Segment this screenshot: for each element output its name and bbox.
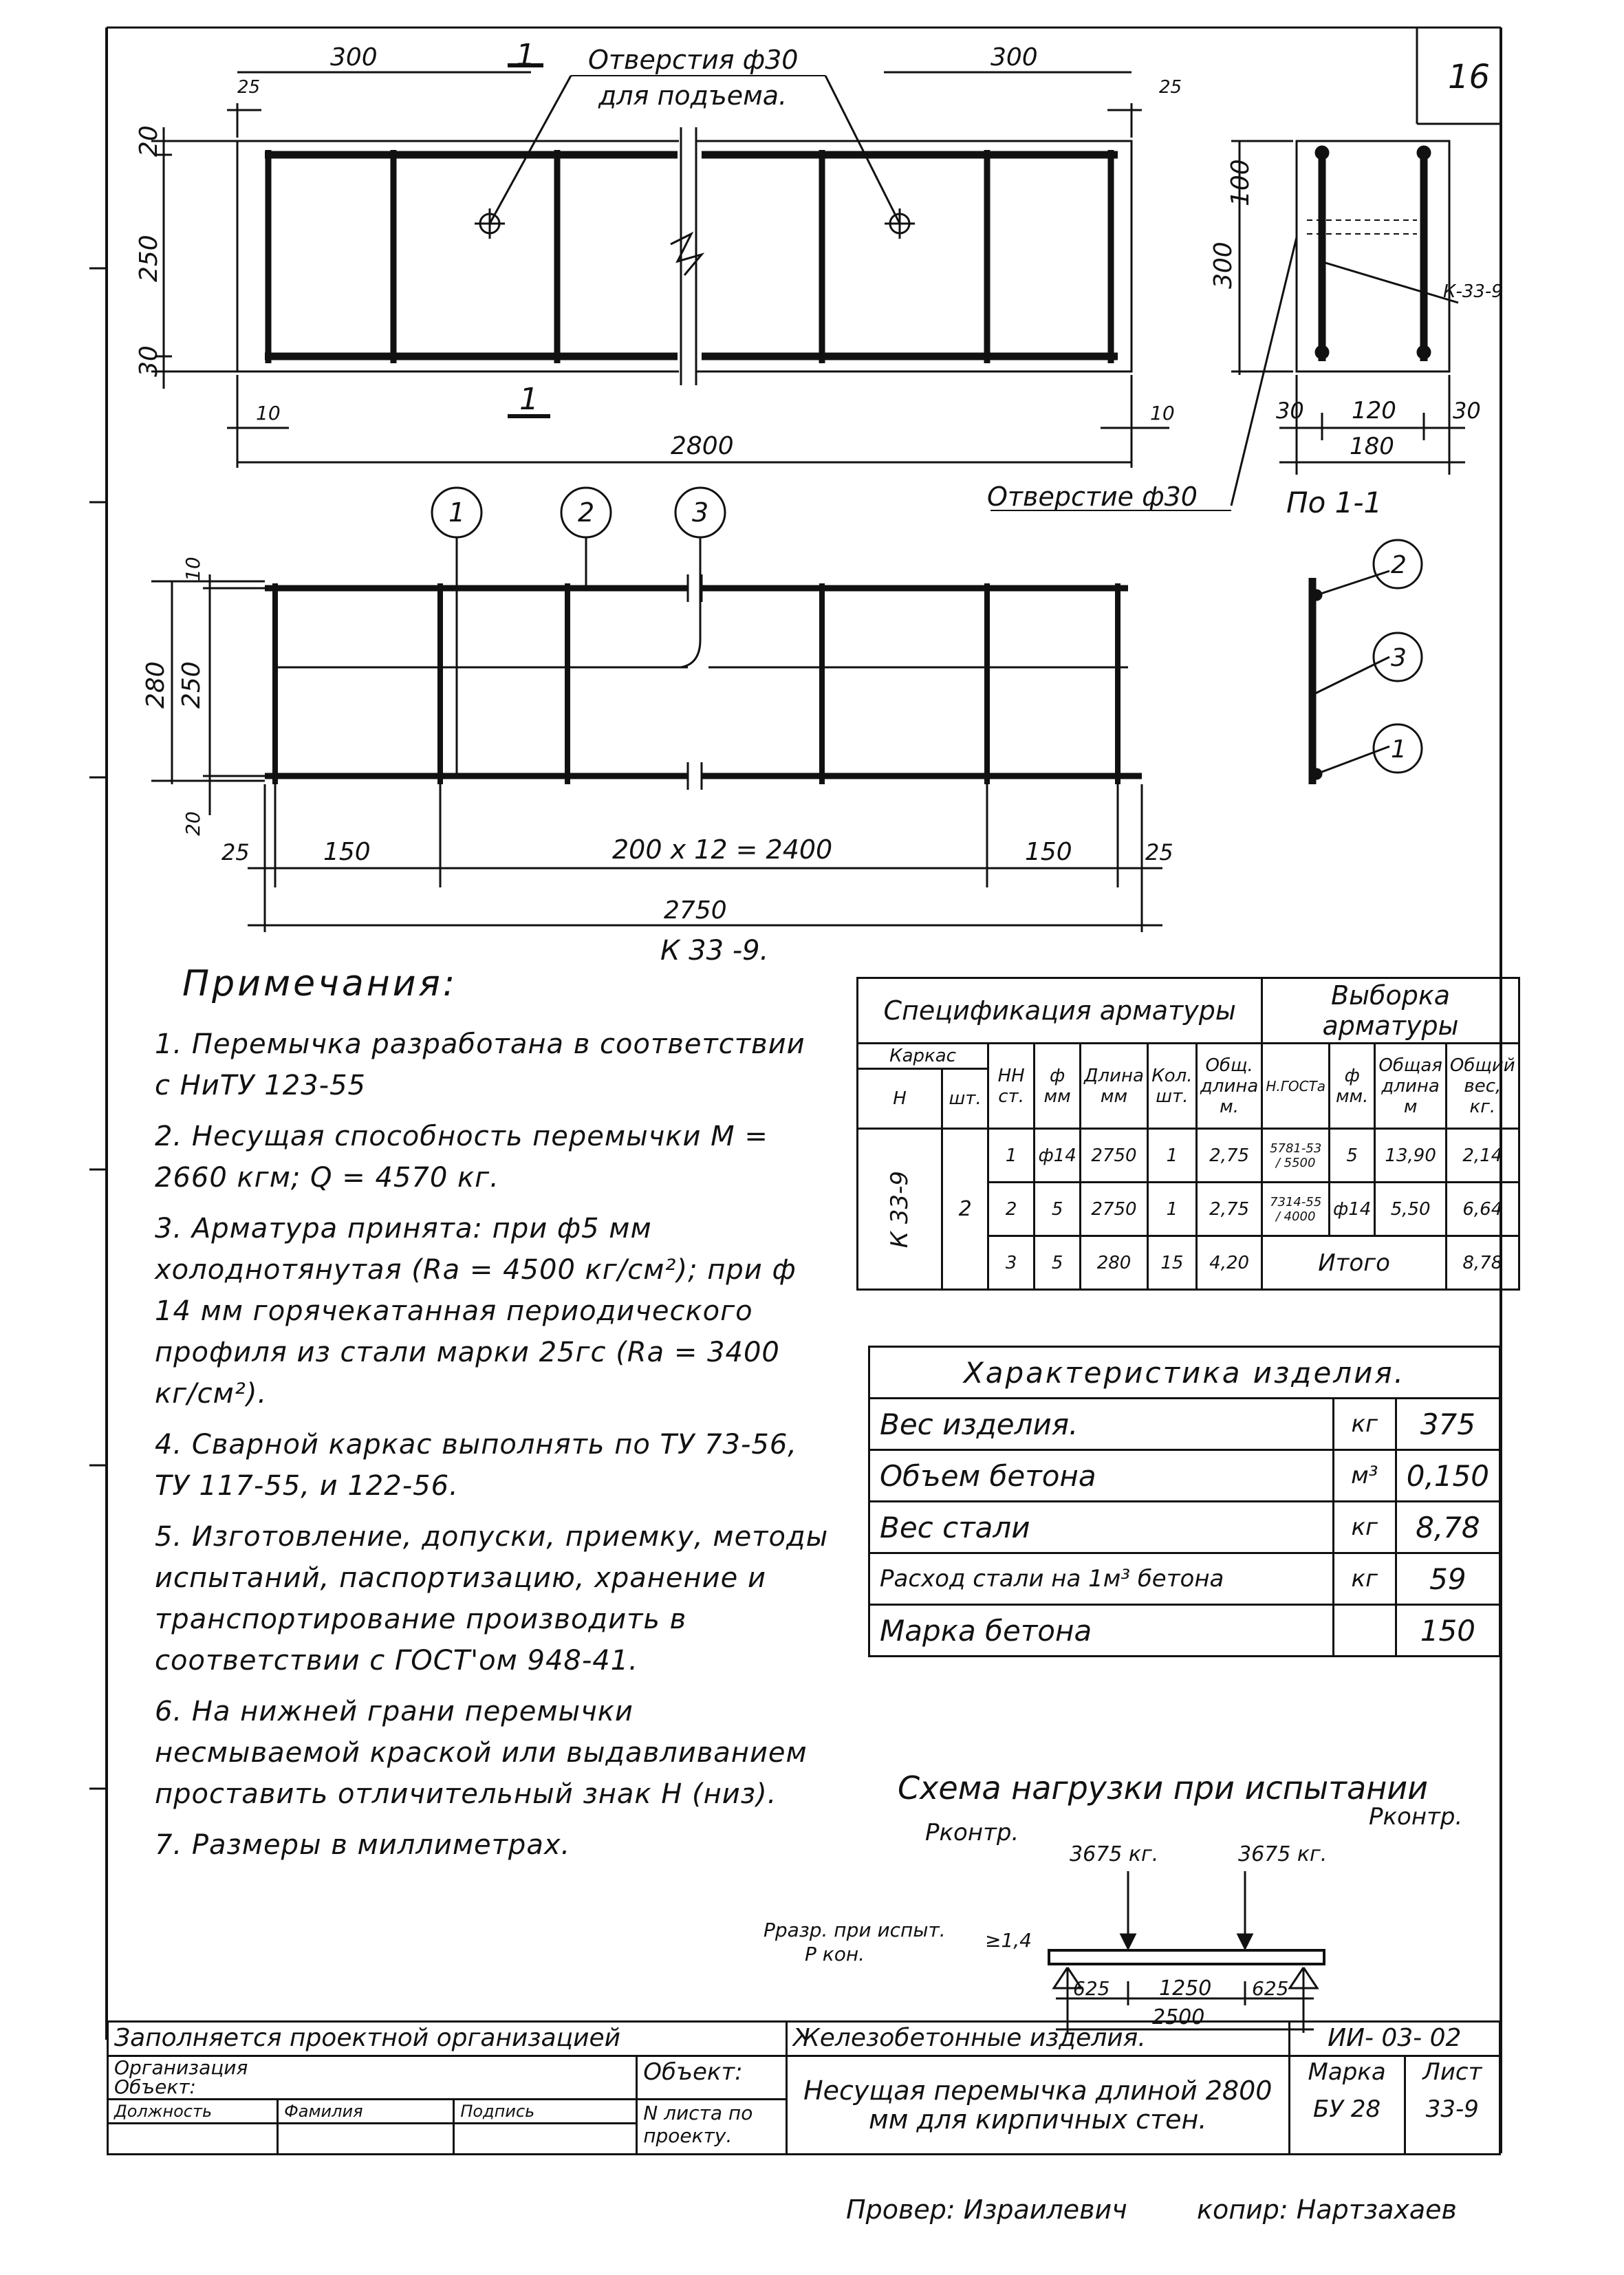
section-dim-30-right: 30 xyxy=(1453,398,1481,424)
char-title: Характеристика изделия. xyxy=(869,1347,1500,1399)
row3-total: 4,20 xyxy=(1196,1236,1262,1290)
dim-30: 30 xyxy=(135,345,163,377)
tb-object-label: Объект: xyxy=(637,2056,787,2100)
h-sht: шт. xyxy=(942,1069,988,1129)
h-len: Длина мм xyxy=(1081,1044,1148,1129)
load-right-value: 3675 кг. xyxy=(1238,1842,1328,1866)
frame-dim-150-left: 150 xyxy=(323,838,371,866)
load-left-value: 3675 кг. xyxy=(1070,1842,1159,1866)
tb-sheet-no: N листа по проекту. xyxy=(637,2100,787,2155)
row3-phi: 5 xyxy=(1035,1236,1081,1290)
row1-len: 2750 xyxy=(1081,1129,1148,1183)
itogo-label: Итого xyxy=(1262,1236,1447,1290)
row2-len: 2750 xyxy=(1081,1183,1148,1236)
dim-10-left: 10 xyxy=(256,402,281,424)
section-mark-bottom: 1 xyxy=(519,382,539,417)
char-row2-unit: м³ xyxy=(1333,1450,1396,1502)
row2-qty: 1 xyxy=(1147,1183,1196,1236)
char-row4-value: 59 xyxy=(1396,1553,1500,1605)
frame-dim-2750: 2750 xyxy=(664,896,727,925)
frame-mark: К 33-9 xyxy=(886,1170,914,1248)
section-frame-ref: К-33-9 xyxy=(1443,281,1503,302)
tb-mark-value: БУ 28 xyxy=(1313,2095,1381,2123)
tb-position: Должность xyxy=(108,2100,278,2124)
side-pos3: 3 xyxy=(1391,644,1407,672)
char-row1-name: Вес изделия. xyxy=(869,1399,1334,1450)
char-row3-unit: кг xyxy=(1333,1502,1396,1553)
notes-section xyxy=(155,963,829,1875)
beam-elevation xyxy=(151,65,1169,468)
h-n: Н xyxy=(858,1069,942,1129)
char-row3-name: Вес стали xyxy=(869,1502,1334,1553)
dim-300-right: 300 xyxy=(990,43,1038,72)
row1-nn: 1 xyxy=(988,1129,1035,1183)
dim-300-left: 300 xyxy=(330,43,378,72)
section-dim-300: 300 xyxy=(1209,241,1237,289)
char-row5-name: Марка бетона xyxy=(869,1605,1334,1657)
note-6: 6. На нижней грани перемычки несмываемой краской или выдавливанием проставить отличительный знак Н (низ). xyxy=(155,1696,808,1810)
row1-phi2: 5 xyxy=(1330,1129,1375,1183)
product-characteristics-table xyxy=(868,1346,1501,1657)
frame-dim-250: 250 xyxy=(177,661,206,709)
row2-gost: 7314-55 / 4000 xyxy=(1262,1183,1330,1236)
row2-weight: 6,64 xyxy=(1446,1183,1519,1236)
load-dim-625-left: 625 xyxy=(1073,1977,1110,2000)
ratio-denominator: Р кон. xyxy=(805,1943,865,1965)
footer-copied: копир: Нартзахаев xyxy=(1197,2195,1457,2225)
note-7: 7. Размеры в миллиметрах. xyxy=(155,1829,571,1861)
h-karkas: Каркас xyxy=(858,1044,988,1069)
row1-gost: 5781-53 / 5500 xyxy=(1262,1129,1330,1183)
note-3: 3. Арматура принята: при ф5 мм холоднотянутая (Ra = 4500 кг/см²); при ф 14 мм горячекатанная периодического профиля из стали марки 25гс (Ra = 3400 кг/см²). xyxy=(155,1213,797,1410)
footer-checked: Провер: Израилевич xyxy=(846,2195,1127,2225)
h-phi: ф мм xyxy=(1035,1044,1081,1129)
frame-dim-25-right: 25 xyxy=(1145,839,1173,865)
tb-sheet-value: 33-9 xyxy=(1425,2095,1479,2123)
row2-nn: 2 xyxy=(988,1183,1035,1236)
section-dim-30-left: 30 xyxy=(1276,398,1304,424)
row1-total: 2,75 xyxy=(1196,1129,1262,1183)
sheet-number: 16 xyxy=(1448,58,1491,96)
tb-mark-label: Марка xyxy=(1308,2058,1386,2086)
notes-title: Примечания: xyxy=(182,963,458,1004)
hole-label-1: Отверстия ф30 xyxy=(588,45,799,75)
dim-20: 20 xyxy=(135,125,163,157)
char-row1-value: 375 xyxy=(1396,1399,1500,1450)
h-phi2: ф мм. xyxy=(1330,1044,1375,1129)
ratio-label: Рразр. при испыт. xyxy=(764,1919,946,1941)
char-row4-name: Расход стали на 1м³ бетона xyxy=(869,1553,1334,1605)
dim-2800: 2800 xyxy=(671,432,734,460)
char-row5-value: 150 xyxy=(1396,1605,1500,1657)
selection-title: Выборка арматуры xyxy=(1262,978,1519,1044)
pos2-label: 2 xyxy=(578,497,595,528)
row1-weight: 2,14 xyxy=(1446,1129,1519,1183)
row3-qty: 15 xyxy=(1147,1236,1196,1290)
tb-product-name: Несущая перемычка длиной 2800 мм для кирпичных стен. xyxy=(787,2056,1290,2155)
row3-nn: 3 xyxy=(988,1236,1035,1290)
row2-total: 2,75 xyxy=(1196,1183,1262,1236)
side-pos2: 2 xyxy=(1391,551,1407,579)
row2-tlen: 5,50 xyxy=(1375,1183,1447,1236)
load-p-right: Рконтр. xyxy=(1369,1803,1463,1831)
load-dim-625-right: 625 xyxy=(1252,1977,1289,2000)
char-row3-value: 8,78 xyxy=(1396,1502,1500,1553)
title-block xyxy=(107,2020,1501,2155)
load-dim-1250: 1250 xyxy=(1159,1976,1212,2001)
row2-phi2: ф14 xyxy=(1330,1183,1375,1236)
frame-name: К 33 -9. xyxy=(660,935,769,967)
h-nn: НН ст. xyxy=(988,1044,1035,1129)
tb-org: Организация xyxy=(114,2056,248,2079)
tb-category: Железобетонные изделия. xyxy=(787,2022,1290,2056)
tb-obj: Объект: xyxy=(114,2075,196,2098)
note-1: 1. Перемычка разработана в соответствии с НиТУ 123-55 xyxy=(155,1028,805,1101)
dim-250: 250 xyxy=(135,235,163,282)
section-dim-180: 180 xyxy=(1350,433,1394,460)
row1-tlen: 13,90 xyxy=(1375,1129,1447,1183)
section-dim-120: 120 xyxy=(1352,397,1396,424)
section-dim-100: 100 xyxy=(1226,159,1255,206)
frame-dim-150-right: 150 xyxy=(1025,838,1072,866)
section-label: По 1-1 xyxy=(1286,486,1383,519)
note-5: 5. Изготовление, допуски, приемку, методы испытаний, паспортизацию, хранение и транспортирование производить в соответствии с ГОСТ'ом 948-41. xyxy=(155,1521,829,1676)
frame-dim-10: 10 xyxy=(182,557,204,581)
side-pos1: 1 xyxy=(1391,735,1407,764)
h-qty: Кол. шт. xyxy=(1147,1044,1196,1129)
row1-qty: 1 xyxy=(1147,1129,1196,1183)
tb-filled-by: Заполняется проектной организацией xyxy=(108,2022,787,2056)
h-weight: Общий вес, кг. xyxy=(1446,1044,1519,1129)
pos1-label: 1 xyxy=(448,497,466,528)
tb-signature: Подпись xyxy=(454,2100,637,2124)
h-gost: Н.ГОСТа xyxy=(1262,1044,1330,1129)
tb-series: ИИ- 03- 02 xyxy=(1289,2022,1500,2056)
char-row5-unit xyxy=(1333,1605,1396,1657)
char-row4-unit: кг xyxy=(1333,1553,1396,1605)
note-4: 4. Сварной каркас выполнять по ТУ 73-56, ТУ 117-55, и 122-56. xyxy=(155,1429,798,1502)
load-p-left: Рконтр. xyxy=(925,1819,1019,1846)
row2-phi: 5 xyxy=(1035,1183,1081,1236)
char-row2-name: Объем бетона xyxy=(869,1450,1334,1502)
pos3-label: 3 xyxy=(692,497,709,528)
section-hole-label: Отверстие ф30 xyxy=(987,482,1198,512)
frame-dim-280: 280 xyxy=(142,661,170,709)
row3-len: 280 xyxy=(1081,1236,1148,1290)
section-mark-top: 1 xyxy=(516,38,535,73)
frame-dim-20: 20 xyxy=(182,811,204,836)
rebar-spec-table xyxy=(856,977,1520,1291)
note-2: 2. Несущая способность перемычки М = 2660 кгм; Q = 4570 кг. xyxy=(155,1121,768,1194)
h-total-len2: Общая длина м xyxy=(1375,1044,1447,1129)
frame-dim-spacing: 200 x 12 = 2400 xyxy=(612,834,833,865)
dim-25-right: 25 xyxy=(1159,77,1182,98)
frame-qty: 2 xyxy=(942,1129,988,1290)
load-dim-2500: 2500 xyxy=(1152,2005,1205,2029)
tb-sheet-label: Лист xyxy=(1422,2058,1482,2086)
hole-label-2: для подъема. xyxy=(598,80,788,111)
char-row1-unit: кг xyxy=(1333,1399,1396,1450)
h-total-len: Общ. длина м. xyxy=(1196,1044,1262,1129)
char-row2-value: 0,150 xyxy=(1396,1450,1500,1502)
ratio-value: ≥1,4 xyxy=(985,1929,1032,1952)
load-scheme-title: Схема нагрузки при испытании xyxy=(898,1769,1428,1807)
dim-10-right: 10 xyxy=(1150,402,1175,424)
spec-title: Спецификация арматуры xyxy=(858,978,1262,1044)
frame-dim-25-left: 25 xyxy=(221,839,250,865)
row1-phi: ф14 xyxy=(1035,1129,1081,1183)
dim-25-left: 25 xyxy=(237,77,261,98)
tb-surname: Фамилия xyxy=(278,2100,454,2124)
itogo-weight: 8,78 xyxy=(1446,1236,1519,1290)
